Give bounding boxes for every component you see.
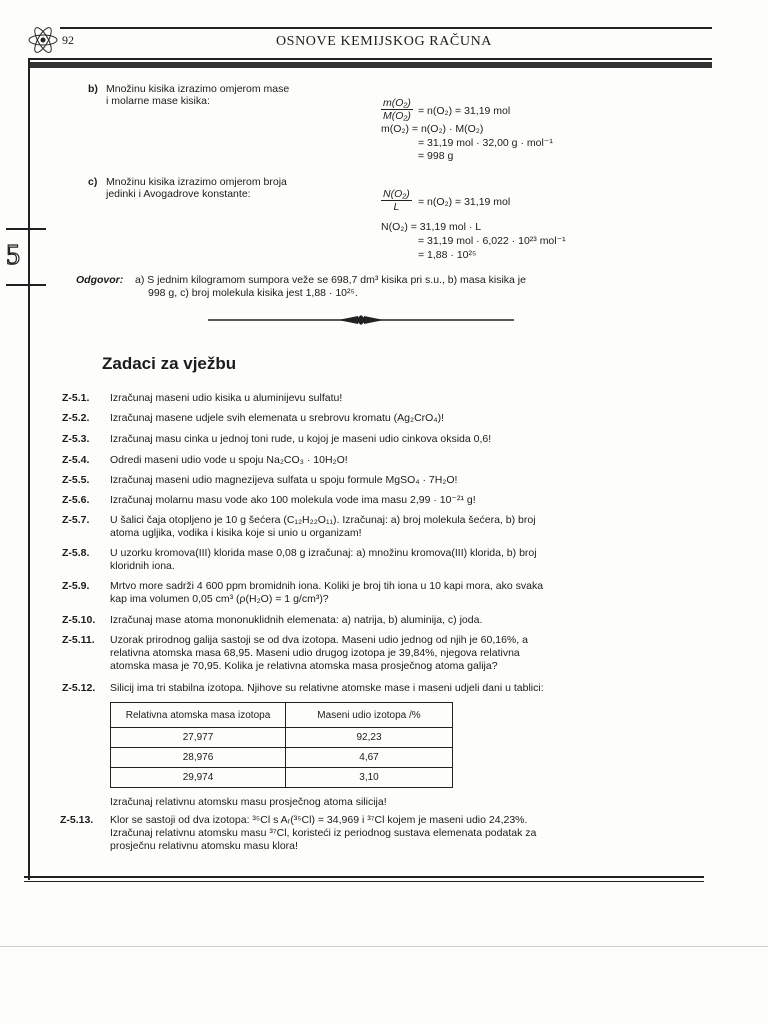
- part-b-eq-2: m(O₂) = n(O₂) · M(O₂): [381, 123, 484, 135]
- table-header-cell: Maseni udio izotopa /%: [286, 703, 453, 728]
- exercise-text: Izračunaj masene udjele svih elemenata u srebrovu kromatu (Ag₂CrO₄)!: [110, 412, 445, 424]
- header-rule-bottom: [28, 58, 712, 60]
- exercise-text: U šalici čaja otopljeno je 10 g šećera (C₁₂H₂₂O₁₁). Izračunaj: a) broj molekula šećera, b) broj: [110, 514, 536, 526]
- table-row: [111, 728, 453, 748]
- table-cell: 92,23: [286, 728, 453, 748]
- table-header-cell: Relativna atomska masa izotopa: [111, 703, 286, 728]
- chapter-marker: 5: [6, 240, 20, 271]
- table-cell: 28,976: [111, 748, 286, 768]
- exercise-code: Z-5.1.: [62, 392, 90, 404]
- part-b-fraction: [381, 97, 413, 122]
- chapter-rule-top: [6, 228, 46, 230]
- exercise-code: Z-5.11.: [62, 634, 95, 646]
- part-c-frac-den: L: [393, 201, 400, 213]
- table-row: [111, 748, 453, 768]
- part-b-text-1: Množinu kisika izrazimo omjerom mase: [106, 83, 290, 95]
- part-c-eq-1: = n(O₂) = 31,19 mol: [418, 196, 511, 208]
- exercise-code: Z-5.12.: [62, 682, 96, 694]
- exercise-text: prosječnu relativnu atomsku masu klora!: [110, 840, 298, 852]
- exercise-text: Izračunaj mase atoma mononuklidnih elemenata: a) natrija, b) aluminija, c) joda.: [110, 614, 483, 626]
- page-edge-line: [0, 946, 768, 947]
- part-b-text-2: i molarne mase kisika:: [106, 95, 210, 107]
- isotope-table: [110, 702, 453, 788]
- part-b-eq-4: = 998 g: [418, 150, 454, 162]
- part-c-label: c): [88, 176, 98, 188]
- section-title: Zadaci za vježbu: [102, 354, 237, 373]
- table-cell: 3,10: [286, 768, 453, 788]
- exercise-text: kap ima volumen 0,05 cm³ (ρ(H₂O) = 1 g/cm³)?: [110, 593, 329, 605]
- exercise-code: Z-5.8.: [62, 547, 90, 559]
- exercise-code: Z-5.6.: [62, 494, 90, 506]
- exercise-text: kloridnih iona.: [110, 560, 175, 572]
- exercise-code: Z-5.2.: [62, 412, 90, 424]
- part-b-label: b): [88, 83, 98, 95]
- part-b-eq-3: = 31,19 mol · 32,00 g · mol⁻¹: [418, 137, 553, 149]
- exercise-code: Z-5.13.: [60, 814, 94, 826]
- exercise-text: Odredi maseni udio vode u spoju Na₂CO₃ · 10H₂O!: [110, 454, 348, 466]
- part-b-frac-den: M(O₂): [383, 110, 411, 122]
- part-c-text-1: Množinu kisika izrazimo omjerom broja: [106, 176, 287, 188]
- header-rule-bar: [28, 62, 712, 68]
- part-c-frac-num: N(O₂): [383, 188, 410, 200]
- footer-rule-bottom: [24, 881, 704, 882]
- margin-line: [28, 60, 30, 880]
- exercise-text: Izračunaj masu cinka u jednoj toni rude, u kojoj je maseni udio cinkova oksida 0,6!: [110, 433, 492, 445]
- part-c-eq-2: N(O₂) = 31,19 mol · L: [381, 221, 482, 233]
- part-c-fraction: [381, 188, 412, 213]
- table-cell: 27,977: [111, 728, 286, 748]
- exercise-text: relativna atomska masa 68,95. Maseni udio drugog izotopa je 39,84%, njegova relativna: [110, 647, 520, 659]
- page-number: 92: [62, 33, 74, 47]
- table-header-row: [111, 703, 453, 728]
- exercise-text: Mrtvo more sadrži 4 600 ppm bromidnih iona. Koliki je broj tih iona u 10 kapi mora, ako svaka: [110, 580, 544, 592]
- exercise-text: Silicij ima tri stabilna izotopa. Njihove su relativne atomske mase i maseni udjeli dani u tablici:: [110, 682, 544, 694]
- exercise-text: Klor se sastoji od dva izotopa: ³⁵Cl s Aᵣ(³⁵Cl) = 34,969 i ³⁷Cl kojem je maseni udio 24,23%.: [110, 814, 528, 826]
- table-cell: 4,67: [286, 748, 453, 768]
- exercise-text: atoma ugljika, vodika i kisika koje si unio u organizam!: [110, 527, 362, 539]
- chapter-rule-bottom: [6, 284, 46, 286]
- part-b-eq-1: = n(O₂) = 31,19 mol: [418, 105, 511, 117]
- after-table-text: Izračunaj relativnu atomsku masu prosječnog atoma silicija!: [110, 796, 387, 808]
- exercise-code: Z-5.3.: [62, 433, 90, 445]
- exercise-text: Izračunaj maseni udio kisika u aluminijevu sulfatu!: [110, 392, 343, 404]
- exercise-text: U uzorku kromova(III) klorida mase 0,08 g izračunaj: a) množinu kromova(III) klorida, b) broj: [110, 547, 537, 559]
- answer-line-1: a) S jednim kilogramom sumpora veže se 698,7 dm³ kisika pri s.u., b) masa kisika je: [135, 274, 526, 286]
- part-c-eq-3: = 31,19 mol · 6,022 · 10²³ mol⁻¹: [418, 235, 566, 247]
- exercise-code: Z-5.9.: [62, 580, 90, 592]
- exercise-code: Z-5.10.: [62, 614, 96, 626]
- exercise-text: Izračunaj molarnu masu vode ako 100 molekula vode ima masu 2,99 · 10⁻²¹ g!: [110, 494, 476, 506]
- exercise-code: Z-5.4.: [62, 454, 90, 466]
- exercise-code: Z-5.5.: [62, 474, 90, 486]
- part-c-text-2: jedinki i Avogadrove konstante:: [106, 188, 251, 200]
- book-title: OSNOVE KEMIJSKOG RAČUNA: [275, 34, 493, 49]
- part-b-frac-num: m(O₂): [383, 97, 411, 109]
- header-rule-top: [60, 27, 712, 29]
- exercise-text: atomska masa je 70,95. Kolika je relativna atomska masa prosječnog atoma galija?: [110, 660, 498, 672]
- table-row: [111, 768, 453, 788]
- answer-line-2: 998 g, c) broj molekula kisika jest 1,88 · 10²⁵.: [148, 287, 358, 299]
- answer-label: Odgovor:: [76, 274, 124, 286]
- exercise-text: Izračunaj relativnu atomsku masu ³⁷Cl, koristeći iz periodnog sustava elemenata podatak za: [110, 827, 537, 839]
- exercise-text: Uzorak prirodnog galija sastoji se od dva izotopa. Maseni udio jednog od njih je 60,16%, a: [110, 634, 528, 646]
- exercise-text: Izračunaj maseni udio magnezijeva sulfata u spoju formule MgSO₄ · 7H₂O!: [110, 474, 458, 486]
- exercise-code: Z-5.7.: [62, 514, 90, 526]
- section-separator: [208, 313, 514, 327]
- table-cell: 29,974: [111, 768, 286, 788]
- footer-rule-top: [24, 876, 704, 878]
- part-c-eq-4: = 1,88 · 10²⁵: [418, 249, 477, 261]
